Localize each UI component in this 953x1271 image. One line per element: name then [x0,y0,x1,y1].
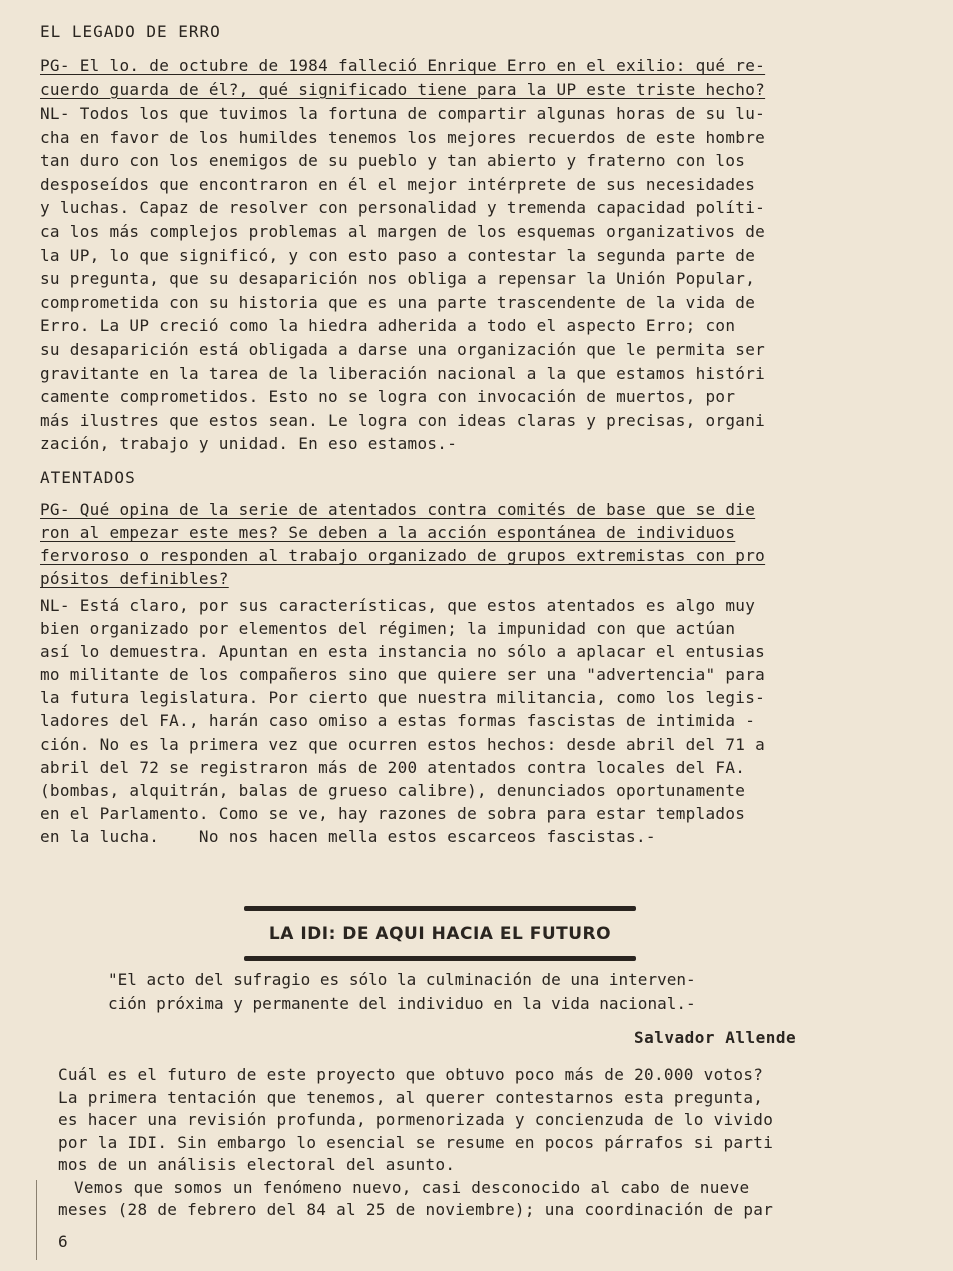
text-line: desposeídos que encontraron en él el mejor intérprete de sus necesidades [40,174,756,194]
text-line: pósitos definibles? [40,569,229,589]
atentados-question [40,498,920,590]
text-line: Erro. La UP creció como la hiedra adherida a todo el aspecto Erro; con [40,316,736,336]
text-line: comprometida con su historia que es una parte trascendente de la vida de [40,292,756,312]
text-line: ladores del FA., harán caso omiso a estas formas fascistas de intimida - [40,711,756,731]
text-line: NL- Está claro, por sus características, que estos atentados es algo muy [40,596,756,615]
text-line: su desaparición está obligada a darse una organización que le permita ser [40,339,766,359]
text-line: Cuál es el futuro de este proyecto que obtuvo poco más de 20.000 votos? [58,1065,764,1084]
text-line: en la lucha. No nos hacen mella estos escarceos fascistas.- [40,826,656,846]
page-number: 6 [58,1232,68,1251]
text-line: meses (28 de febrero del 84 al 25 de noviembre); una coordinación de par [58,1200,774,1219]
text-line: mos de un análisis electoral del asunto. [58,1155,456,1174]
text-line: bien organizado por elementos del régimen; la impunidad con que actúan [40,619,736,639]
text-line: así lo demuestra. Apuntan en esta instancia no sólo a aplacar el entusias [40,642,766,662]
text-line: en el Parlamento. Como se ve, hay razones de sobra para estar templados [40,803,746,823]
text-line: camente comprometidos. Esto no se logra con invocación de muertos, por [40,387,736,407]
text-line: gravitante en la tarea de la liberación nacional a la que estamos históri [40,363,766,383]
text-line: zación, trabajo y unidad. En eso estamos.- [40,434,458,454]
text-line: PG- Qué opina de la serie de atentados contra comités de base que se die [40,500,756,519]
text-line: su pregunta, que su desaparición nos obliga a repensar la Unión Popular, [40,269,756,289]
text-line: más ilustres que estos sean. Le logra con ideas claras y precisas, organi [40,410,766,430]
atentados-answer [40,594,920,848]
section-heading-legado: EL LEGADO DE ERRO [40,22,221,41]
title-rule-bottom [244,956,636,961]
idi-section-title: LA IDI: DE AQUI HACIA EL FUTURO [268,924,612,944]
idi-body [58,1064,918,1222]
text-line: (bombas, alquitrán, balas de grueso calibre), denunciados oportunamente [40,780,746,800]
text-line: cuerdo guarda de él?, qué significado tiene para la UP este triste hecho? [40,79,766,99]
text-line: cha en favor de los humildes tenemos los mejores recuerdos de este hombre [40,127,766,147]
text-line: la futura legislatura. Por cierto que nuestra militancia, como los legis- [40,688,766,708]
text-line: la UP, lo que significó, y con esto paso a contestar la segunda parte de [40,245,756,265]
text-line: tan duro con los enemigos de su pueblo y tan abierto y fraterno con los [40,151,746,171]
quote-author: Salvador Allende [634,1028,797,1047]
text-line: es hacer una revisión profunda, pormenorizada y concienzuda de lo vivido [58,1110,774,1129]
legado-question [40,54,920,101]
quote-line: ción próxima y permanente del individuo en la vida nacional.- [108,994,696,1013]
allende-quote [108,968,868,1016]
text-line: fervoroso o responden al trabajo organizado de grupos extremistas con pro [40,546,766,566]
margin-mark [36,1180,37,1260]
text-line: PG- El lo. de octubre de 1984 falleció Enrique Erro en el exilio: qué re- [40,56,766,75]
text-line: mo militante de los compañeros sino que quiere ser una "advertencia" para [40,665,766,685]
text-line: por la IDI. Sin embargo lo esencial se resume en pocos párrafos si parti [58,1132,774,1152]
legado-answer [40,102,920,456]
text-line: ron al empezar este mes? Se deben a la acción espontánea de individuos [40,523,736,543]
text-line: NL- Todos los que tuvimos la fortuna de compartir algunas horas de su lu- [40,104,766,123]
section-heading-atentados: ATENTADOS [40,468,136,487]
text-line: abril del 72 se registraron más de 200 atentados contra locales del FA. [40,757,746,777]
quote-line: "El acto del sufragio es sólo la culminación de una interven- [108,970,696,989]
text-line: ción. No es la primera vez que ocurren estos hechos: desde abril del 71 a [40,734,766,754]
text-line: La primera tentación que tenemos, al querer contestarnos esta pregunta, [58,1087,764,1107]
text-line: y luchas. Capaz de resolver con personalidad y tremenda capacidad políti- [40,198,766,218]
title-rule-top [244,906,636,911]
text-line: Vemos que somos un fenómeno nuevo, casi desconocido al cabo de nueve [74,1177,750,1197]
text-line: ca los más complejos problemas al margen de los esquemas organizativos de [40,221,766,241]
